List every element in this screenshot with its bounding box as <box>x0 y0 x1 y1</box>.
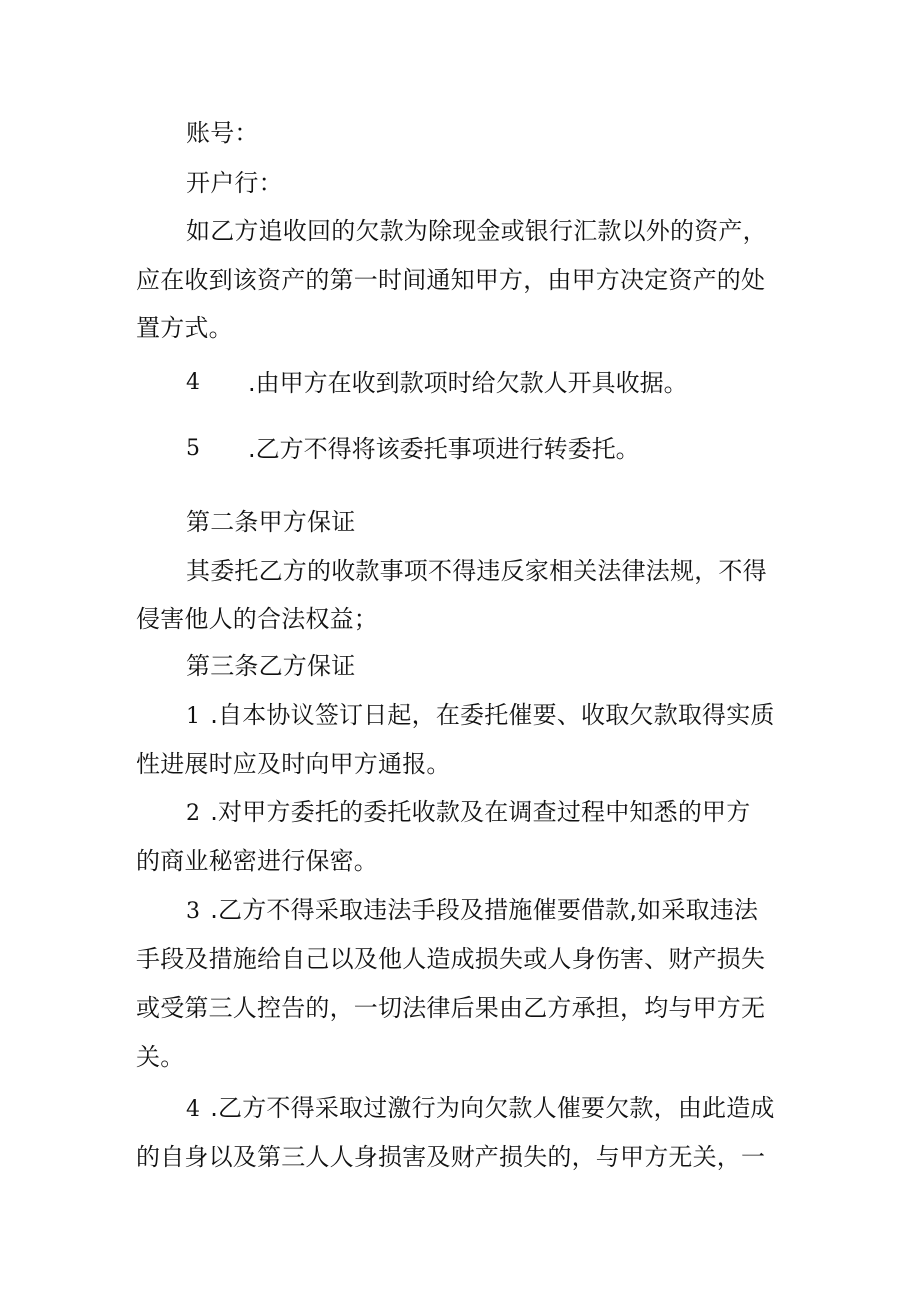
article-2-body-line-2: 侵害他人的合法权益； <box>136 605 378 633</box>
clause-4-number: 4 <box>186 1097 201 1122</box>
clause-3-line-4: 关。 <box>136 1043 185 1071</box>
item-4-number: 4 <box>186 370 200 395</box>
item-4-text: .由甲方在收到款项时给欠款人开具收据。 <box>248 369 688 397</box>
article-2-title: 第二条甲方保证 <box>186 508 356 536</box>
paragraph-assets-line-3: 置方式。 <box>136 314 233 342</box>
article-2-body-line-1: 其委托乙方的收款事项不得违反家相关法律法规，不得 <box>186 557 767 585</box>
paragraph-assets-line-2: 应在收到该资产的第一时间通知甲方，由甲方决定资产的处 <box>136 266 766 294</box>
clause-2-line-1 <box>186 797 786 829</box>
clause-4-line-2: 的自身以及第三人人身损害及财产损失的，与甲方无关，一 <box>136 1143 766 1171</box>
item-5-text: .乙方不得将该委托事项进行转委托。 <box>248 435 640 463</box>
clause-2-number: 2 <box>186 801 201 826</box>
clause-4-text: .乙方不得采取过激行为向欠款人催要欠款，由此造成 <box>210 1094 775 1122</box>
paragraph-assets-line-1: 如乙方追收回的欠款为除现金或银行汇款以外的资产， <box>186 217 767 245</box>
clause-4-line-1 <box>186 1093 786 1125</box>
account-label: 账号： <box>186 119 259 147</box>
clause-1-line-2: 性进展时应及时向甲方通报。 <box>136 750 451 778</box>
clause-3-line-3: 或受第三人控告的，一切法律后果由乙方承担，均与甲方无 <box>136 994 766 1022</box>
item-5-number: 5 <box>186 436 200 461</box>
clause-2-line-2: 的商业秘密进行保密。 <box>136 847 378 875</box>
clause-3-text: .乙方不得采取违法手段及措施催要借款,如采取违法 <box>210 896 759 924</box>
article-3-title: 第三条乙方保证 <box>186 652 356 680</box>
clause-1-text: .自本协议签订日起，在委托催要、收取欠款取得实质 <box>210 701 775 729</box>
clause-3-line-2: 手段及措施给自己以及他人造成损失或人身伤害、财产损失 <box>136 945 766 973</box>
clause-1-number: 1 <box>186 704 201 729</box>
clause-3-line-1 <box>186 895 786 927</box>
bank-label: 开户行： <box>186 169 283 197</box>
clause-2-text: .对甲方委托的委托收款及在调查过程中知悉的甲方 <box>210 798 751 826</box>
clause-3-number: 3 <box>186 899 201 924</box>
clause-1-line-1 <box>186 700 786 732</box>
